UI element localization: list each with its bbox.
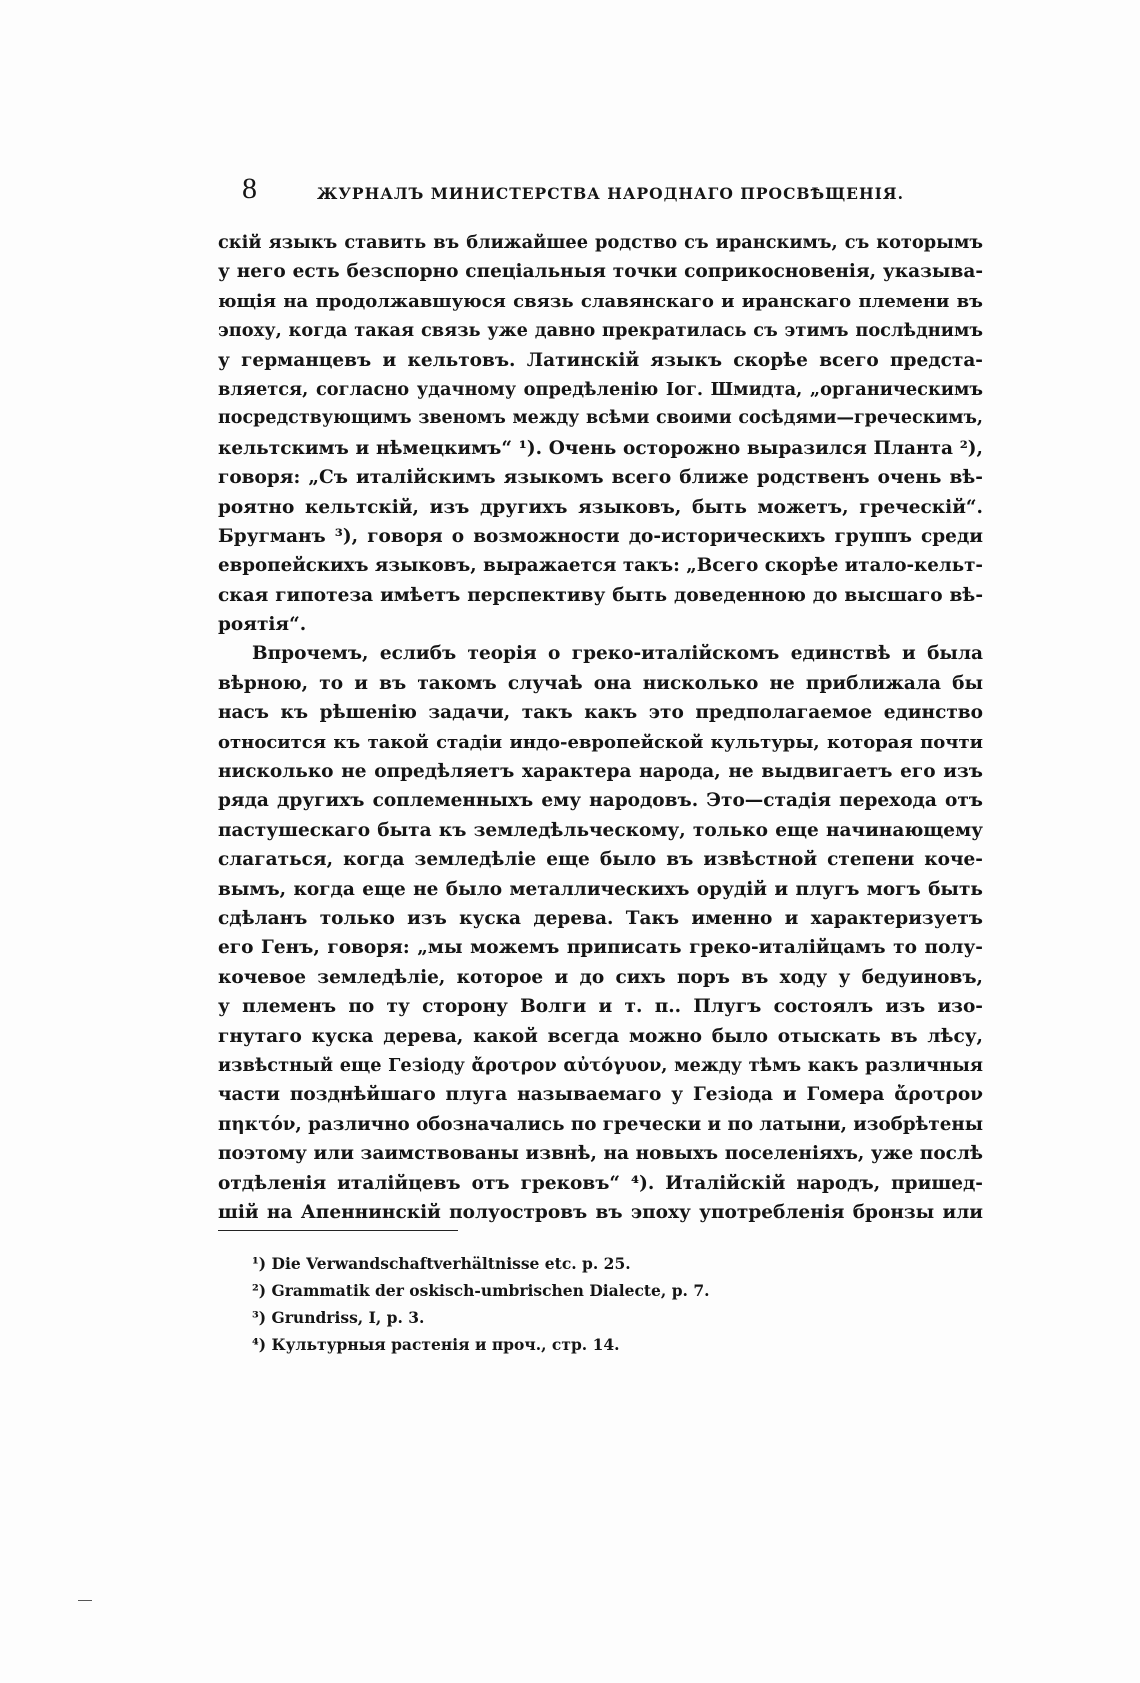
text-line: у германцевъ и кельтовъ. Латинскій языкъ скорѣе всего предста- [218, 349, 983, 371]
footnote-4: ⁴) Культурныя растенія и проч., стр. 14. [252, 1335, 620, 1354]
text-line: Бругманъ ³), говоря о возможности до-историческихъ группъ среди [218, 525, 983, 547]
text-line: насъ къ рѣшенію задачи, такъ какъ это предполагаемое единство [218, 702, 983, 724]
text-line: роятно кельтскій, изъ другихъ языковъ, быть можетъ, греческій“. [218, 496, 983, 518]
body-text [218, 228, 983, 1227]
text-line: вляется, согласно удачному опредѣленію Іог. Шмидта, „органическимъ [218, 378, 983, 400]
text-line: нисколько не опредѣляетъ характера народа, не выдвигаетъ его изъ [218, 761, 983, 783]
text-line: сдѣланъ только изъ куска дерева. Такъ именно и характеризуетъ [218, 907, 983, 929]
text-line: пастушескаго быта къ земледѣльческому, только еще начинающему [218, 819, 983, 841]
text-line: скій языкъ ставить въ ближайшее родство съ иранскимъ, съ которымъ [218, 232, 983, 253]
footnote-1: ¹) Die Verwandschaftverhältnisse etc. p. 25. [252, 1254, 631, 1273]
text-line: Впрочемъ, еслибъ теорія о греко-италійскомъ единствѣ и была [252, 643, 983, 665]
text-line: вѣрною, то и въ такомъ случаѣ она нисколько не приближала бы [218, 672, 983, 694]
text-line: извѣстный еще Гезіоду ἄροτρον αὐτόγυον, между тѣмъ какъ различныя [218, 1054, 983, 1076]
text-line: вымъ, когда еще не было металлическихъ орудій и плугъ могъ быть [218, 878, 983, 900]
text-line: ская гипотеза имѣетъ перспективу быть доведенною до высшаго вѣ- [218, 584, 983, 606]
footnote-3: ³) Grundriss, I, p. 3. [252, 1308, 425, 1327]
text-line: слагаться, когда земледѣліе еще было въ извѣстной степени коче- [218, 849, 983, 871]
text-line: роятія“. [218, 614, 307, 636]
text-line: гнутаго куска дерева, какой всегда можно было отыскать въ лѣсу, [218, 1025, 983, 1047]
text-line: ющія на продолжавшуюся связь славянскаго и иранскаго племени въ [218, 290, 983, 312]
text-line: посредствующимъ звеномъ между всѣми своими сосѣдями—греческимъ, [218, 408, 983, 429]
footnote-2: ²) Grammatik der oskisch-umbrischen Dialecte, p. 7. [252, 1281, 710, 1300]
text-line: поэтому или заимствованы извнѣ, на новыхъ поселеніяхъ, уже послѣ [218, 1143, 983, 1165]
text-line: кельтскимъ и нѣмецкимъ“ ¹). Очень осторожно выразился Планта ²), [218, 437, 983, 459]
text-line: у него есть безспорно спеціальныя точки соприкосновенія, указыва- [218, 261, 983, 283]
text-line: у племенъ по ту сторону Волги и т. п.. Плугъ состоялъ изъ изо- [218, 996, 983, 1018]
footnotes [252, 1250, 852, 1358]
text-line: европейскихъ языковъ, выражается такъ: „Всего скорѣе итало-кельт- [218, 555, 983, 577]
text-line: его Генъ, говоря: „мы можемъ приписать греко-италійцамъ то полу- [218, 937, 983, 959]
text-line: πηκτόν, различно обозначались по гречески и по латыни, изобрѣтены [218, 1113, 983, 1135]
text-line: отдѣленія италійцевъ отъ грековъ“ ⁴). Италійскій народъ, пришед- [218, 1172, 983, 1194]
text-line: эпоху, когда такая связь уже давно прекратилась съ этимъ послѣднимъ [218, 320, 983, 342]
text-line: относится къ такой стадіи индо-европейской культуры, которая почти [218, 731, 983, 753]
text-line: шій на Апеннинскій полуостровъ въ эпоху употребленія бронзы или [218, 1201, 983, 1223]
page-header [212, 172, 982, 218]
text-line: ряда другихъ соплеменныхъ ему народовъ. Это—стадія перехода отъ [218, 790, 983, 812]
margin-mark [78, 1600, 92, 1601]
footnote-divider [218, 1230, 458, 1231]
text-line: части позднѣйшаго плуга называемаго у Гезіода и Гомера ἄροτρον [218, 1084, 983, 1106]
page-number: 8 [242, 172, 257, 205]
running-title: ЖУРНАЛЪ МИНИСТЕРСТВА НАРОДНАГО ПРОСВѢЩЕНІЯ. [317, 184, 904, 203]
text-line: кочевое земледѣліе, которое и до сихъ поръ въ ходу у бедуиновъ, [218, 966, 983, 988]
text-line: говоря: „Съ италійскимъ языкомъ всего ближе родственъ очень вѣ- [218, 467, 983, 489]
